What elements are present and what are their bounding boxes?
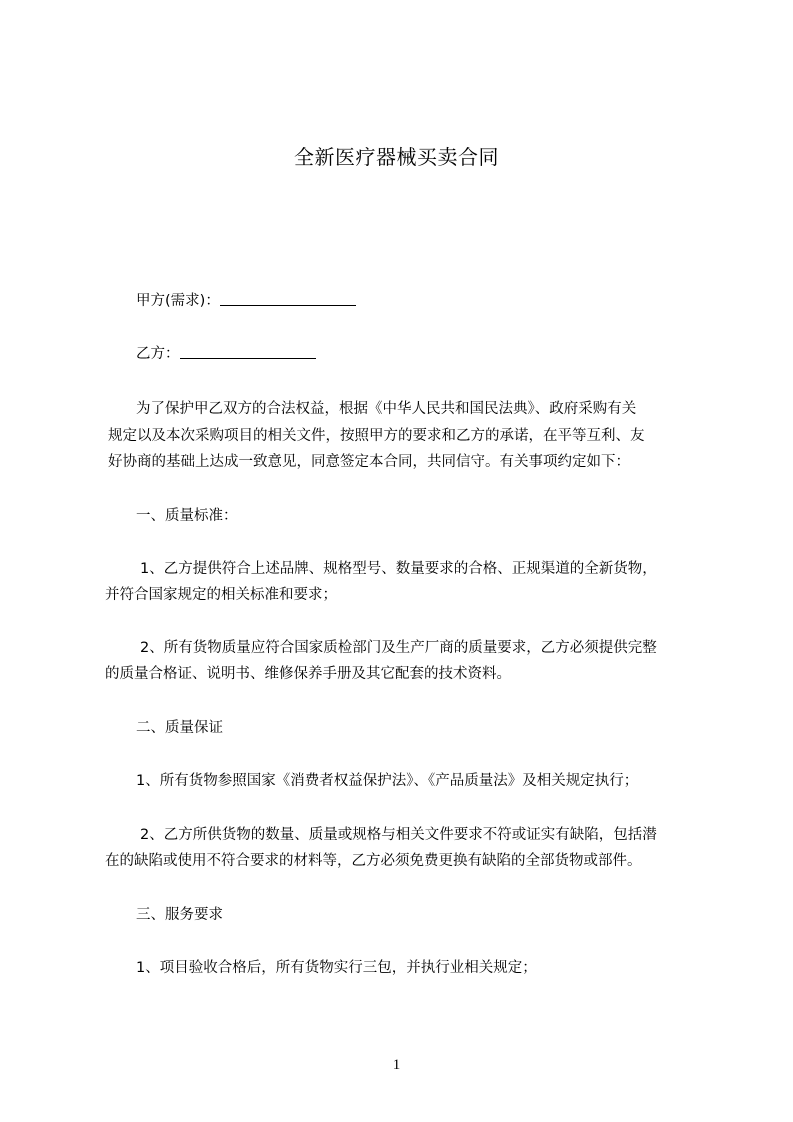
intro-line-2: 规定以及本次采购项目的相关文件，按照甲方的要求和乙方的承诺，在平等互利、友	[108, 428, 645, 444]
section-1-item-2-line-1: 2、所有货物质量应符合国家质检部门及生产厂商的质量要求，乙方必须提供完整	[140, 640, 657, 656]
section-1-item-2-line-2: 的质量合格证、说明书、维修保养手册及其它配套的技术资料。	[105, 666, 511, 682]
contract-title: 全新医疗器械买卖合同	[294, 145, 499, 169]
section-2-item-2-line-2: 在的缺陷或使用不符合要求的材料等，乙方必须免费更换有缺陷的全部货物或部件。	[105, 853, 642, 869]
section-2-heading: 二、质量保证	[136, 720, 223, 736]
intro-line-1: 为了保护甲乙双方的合法权益，根据《中华人民共和国民法典》、政府采购有关	[136, 401, 637, 417]
section-3-heading: 三、服务要求	[136, 907, 223, 923]
party-b-blank	[180, 344, 316, 359]
section-1-heading: 一、质量标准：	[136, 508, 238, 524]
party-a-line	[136, 291, 356, 311]
party-a-blank	[220, 291, 356, 306]
intro-line-3: 好协商的基础上达成一致意见，同意签定本合同，共同信守。有关事项约定如下：	[108, 454, 630, 470]
section-2-item-1: 1、所有货物参照国家《消费者权益保护法》、《产品质量法》及相关规定执行；	[136, 773, 639, 789]
party-a-label: 甲方(需求)：	[136, 293, 220, 309]
section-1-item-1-line-1: 1、乙方提供符合上述品牌、规格型号、数量要求的合格、正规渠道的全新货物，	[140, 561, 657, 577]
section-1-item-1-line-2: 并符合国家规定的相关标准和要求；	[105, 587, 337, 603]
section-3-item-1: 1、项目验收合格后，所有货物实行三包，并执行业相关规定；	[136, 960, 537, 976]
section-2-item-2-line-1: 2、乙方所供货物的数量、质量或规格与相关文件要求不符或证实有缺陷，包括潜	[140, 827, 657, 843]
page-number: 1	[392, 1057, 401, 1073]
party-b-line	[136, 344, 316, 364]
party-b-label: 乙方：	[136, 346, 180, 362]
